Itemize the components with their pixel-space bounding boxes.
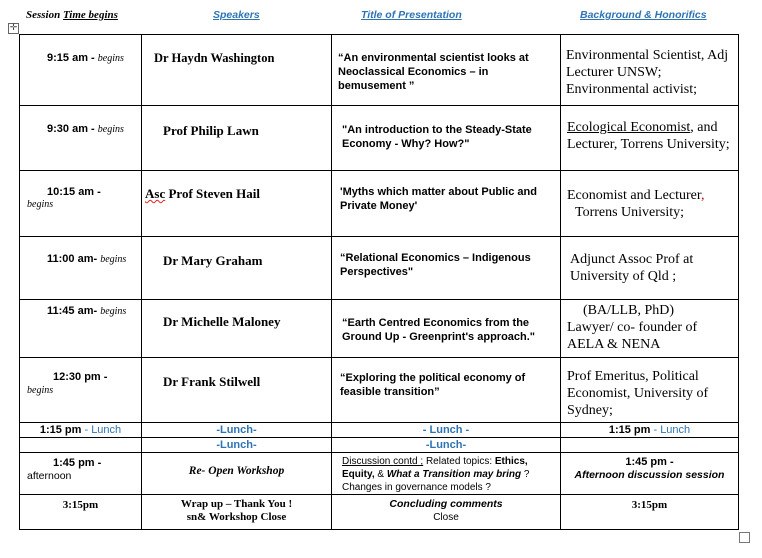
header-session: Session Time begins: [26, 9, 118, 21]
speaker-cell: Prof Philip Lawn: [142, 106, 332, 171]
title-cell: -Lunch-: [332, 438, 561, 453]
title-cell: “An environmental scientist looks at Neoclassical Economics – in bemusement ”: [332, 35, 561, 106]
table-row: [20, 438, 739, 453]
time-cell: 12:30 pm - begins: [20, 358, 142, 423]
background-cell: Ecological Economist, and Lecturer, Torrens University;: [561, 106, 739, 171]
background-cell: 1:15 pm - Lunch: [561, 423, 739, 438]
time-cell: 11:00 am- begins: [20, 237, 142, 300]
background-cell: 3:15pm: [561, 495, 739, 530]
speaker-cell: Dr Haydn Washington: [142, 35, 332, 106]
time-cell: 10:15 am - begins: [20, 171, 142, 237]
title-cell: 'Myths which matter about Public and Private Money': [332, 171, 561, 237]
table-resize-handle-icon[interactable]: [739, 532, 750, 543]
table-move-handle-icon[interactable]: ✛: [9, 23, 18, 33]
time-cell: 1:15 pm - Lunch: [20, 423, 142, 438]
background-cell: Economist and Lecturer, Torrens University;: [561, 171, 739, 237]
header-background: Background & Honorifics: [580, 9, 707, 21]
speaker-cell: Re- Open Workshop: [142, 453, 332, 495]
speaker-cell: Dr Frank Stilwell: [142, 358, 332, 423]
background-cell: [561, 438, 739, 453]
table-row: [20, 171, 739, 237]
background-cell: (BA/LLB, PhD) Lawyer/ co- founder of AELA & NENA: [561, 300, 739, 358]
table-row: [20, 106, 739, 171]
background-cell: 1:45 pm - Afternoon discussion session: [561, 453, 739, 495]
table-row: [20, 237, 739, 300]
time-cell: 9:15 am - begins: [20, 35, 142, 106]
background-cell: Environmental Scientist, Adj Lecturer UNSW; Environmental activist;: [561, 35, 739, 106]
header-speakers: Speakers: [213, 9, 260, 21]
table-row: [20, 423, 739, 438]
table-row: [20, 35, 739, 106]
time-cell: 9:30 am - begins: [20, 106, 142, 171]
background-cell: Prof Emeritus, Political Economist, University of Sydney;: [561, 358, 739, 423]
title-cell: “Exploring the political economy of feasible transition”: [332, 358, 561, 423]
speaker-cell: Dr Michelle Maloney: [142, 300, 332, 358]
time-cell: 11:45 am- begins: [20, 300, 142, 358]
header-title: Title of Presentation: [361, 9, 462, 21]
table-row: [20, 495, 739, 530]
time-cell: [20, 438, 142, 453]
title-cell: “Earth Centred Economics from the Ground Up - Greenprint's approach.": [332, 300, 561, 358]
speaker-cell: -Lunch-: [142, 438, 332, 453]
time-cell: 1:45 pm - afternoon: [20, 453, 142, 495]
speaker-cell: Dr Mary Graham: [142, 237, 332, 300]
background-cell: Adjunct Assoc Prof at University of Qld ;: [561, 237, 739, 300]
speaker-cell: Asc Prof Steven Hail: [142, 171, 332, 237]
speaker-cell: -Lunch-: [142, 423, 332, 438]
schedule-table: [19, 34, 739, 530]
time-cell: 3:15pm: [20, 495, 142, 530]
table-row: [20, 358, 739, 423]
title-cell: "An introduction to the Steady-State Economy - Why? How?": [332, 106, 561, 171]
title-cell: Discussion contd ; Related topics: Ethics, Equity, & What a Transition may bring ? Changes in governance models ?: [332, 453, 561, 495]
table-row: [20, 300, 739, 358]
title-cell: “Relational Economics – Indigenous Perspectives": [332, 237, 561, 300]
title-cell: - Lunch -: [332, 423, 561, 438]
speaker-cell: Wrap up – Thank You ! sn& Workshop Close: [142, 495, 332, 530]
title-cell: Concluding comments Close: [332, 495, 561, 530]
table-row: [20, 453, 739, 495]
